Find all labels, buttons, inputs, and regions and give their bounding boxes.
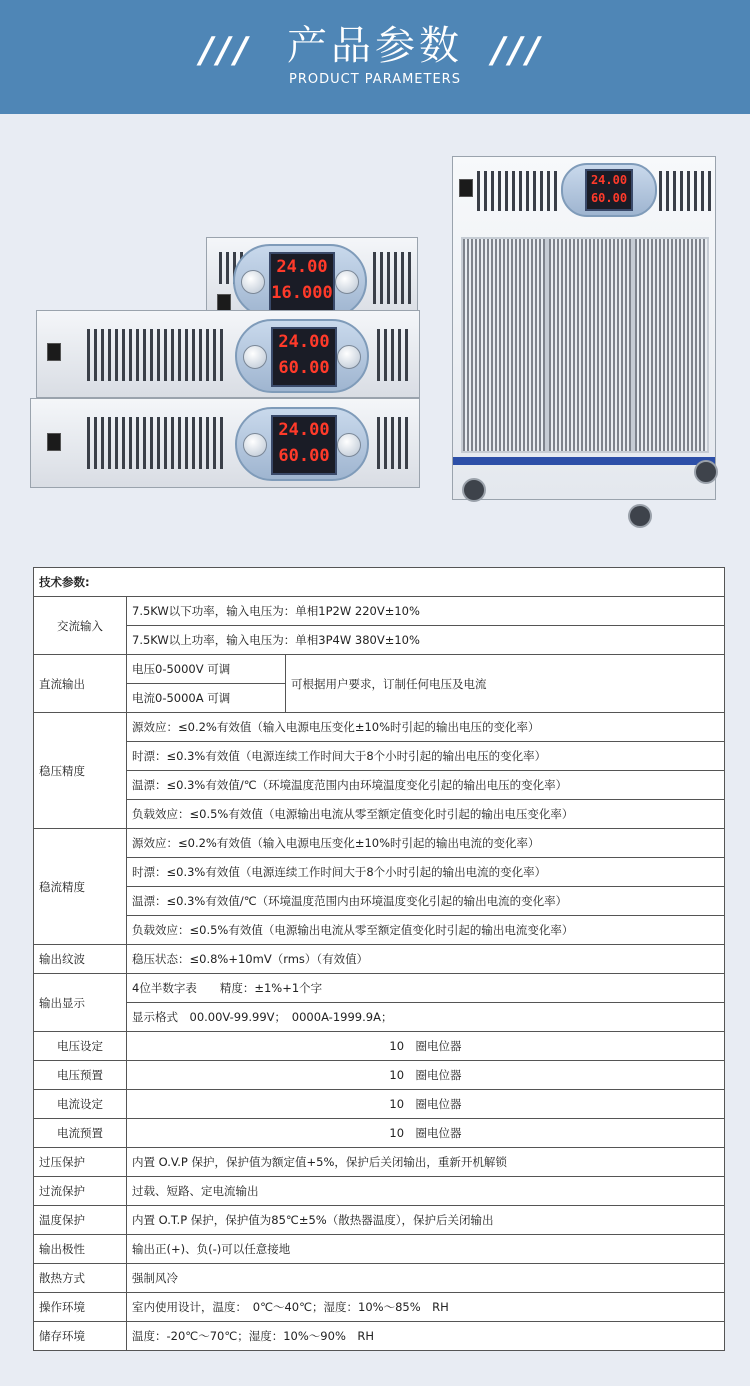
display-voltage: 24.00 — [590, 173, 628, 187]
row-value: 负载效应：≤0.5%有效值（电源输出电流从零至额定值变化时引起的输出电流变化率） — [127, 916, 725, 945]
row-value: 时漂：≤0.3%有效值（电源连续工作时间大于8个小时引起的输出电压的变化率） — [127, 742, 725, 771]
row-value: 稳压状态：≤0.8%+10mV（rms）（有效值） — [127, 945, 725, 974]
knob — [243, 345, 267, 369]
digital-display — [269, 252, 335, 312]
row-value: 10 圈电位器 — [127, 1119, 725, 1148]
row-value: 输出正(+)、负(-)可以任意接地 — [127, 1235, 725, 1264]
power-switch — [47, 343, 61, 361]
row-value: 温漂：≤0.3%有效值/℃（环境温度范围内由环境温度变化引起的输出电压的变化率） — [127, 771, 725, 800]
row-value: 温漂：≤0.3%有效值/℃（环境温度范围内由环境温度变化引起的输出电流的变化率） — [127, 887, 725, 916]
row-value: 温度：-20℃～70℃；湿度：10%～90% RH — [127, 1322, 725, 1351]
row-label: 操作环境 — [34, 1293, 127, 1322]
vent-slots — [373, 252, 411, 304]
page-subtitle: PRODUCT PARAMETERS — [289, 72, 461, 87]
row-value: 源效应：≤0.2%有效值（输入电源电压变化±10%时引起的输出电流的变化率） — [127, 829, 725, 858]
row-label: 温度保护 — [34, 1206, 127, 1235]
row-note: 可根据用户要求，订制任何电压及电流 — [286, 655, 725, 713]
parameters-table — [33, 567, 725, 1351]
display-voltage: 24.00 — [278, 420, 330, 440]
row-value: 10 圈电位器 — [127, 1032, 725, 1061]
row-value: 负载效应：≤0.5%有效值（电源输出电流从零至额定值变化时引起的输出电压变化率） — [127, 800, 725, 829]
knob — [243, 433, 267, 457]
vent-slots — [659, 171, 711, 211]
row-value: 显示格式 00.00V-99.99V； 0000A-1999.9A； — [127, 1003, 725, 1032]
row-label: 交流输入 — [34, 597, 127, 655]
page-title: 产品参数 — [287, 23, 463, 69]
display-current: 16.000 — [271, 283, 333, 303]
row-value: 强制风冷 — [127, 1264, 725, 1293]
row-value: 内置 O.V.P 保护，保护值为额定值+5%，保护后关闭输出，重新开机解锁 — [127, 1148, 725, 1177]
row-label: 散热方式 — [34, 1264, 127, 1293]
control-panel — [233, 244, 367, 318]
knob — [337, 433, 361, 457]
cabinet-wheel — [628, 504, 652, 528]
digital-display — [271, 415, 337, 475]
cabinet-door-left — [461, 237, 547, 453]
row-value: 内置 O.T.P 保护，保护值为85℃±5%（散热器温度），保护后关闭输出 — [127, 1206, 725, 1235]
decorative-slashes-right: /// — [492, 30, 544, 71]
row-value: 4位半数字表 精度：±1%+1个字 — [127, 974, 725, 1003]
cabinet-door-center — [547, 237, 633, 453]
row-value: 10 圈电位器 — [127, 1061, 725, 1090]
row-label: 过压保护 — [34, 1148, 127, 1177]
vent-slots — [87, 417, 223, 469]
knob — [241, 270, 265, 294]
decorative-slashes-left: /// — [200, 30, 252, 71]
power-switch — [47, 433, 61, 451]
power-supply-rack — [30, 398, 420, 488]
vent-slots — [377, 417, 408, 469]
cabinet-wheel — [462, 478, 486, 502]
row-value: 7.5KW以下功率，输入电压为：单相1P2W 220V±10% — [127, 597, 725, 626]
cabinet-wheel — [694, 460, 718, 484]
display-current: 60.00 — [278, 358, 330, 378]
row-label: 直流输出 — [34, 655, 127, 713]
row-label: 过流保护 — [34, 1177, 127, 1206]
row-label: 储存环境 — [34, 1322, 127, 1351]
control-panel — [235, 407, 369, 481]
row-value: 室内使用设计，温度： 0℃～40℃；湿度：10%～85% RH — [127, 1293, 725, 1322]
row-label: 电流设定 — [34, 1090, 127, 1119]
row-value: 电流0-5000A 可调 — [127, 684, 286, 713]
vent-slots — [377, 329, 408, 381]
control-panel — [235, 319, 369, 393]
row-value: 电压0-5000V 可调 — [127, 655, 286, 684]
row-label: 输出纹波 — [34, 945, 127, 974]
display-voltage: 24.00 — [276, 257, 328, 277]
display-voltage: 24.00 — [278, 332, 330, 352]
page-header — [0, 0, 750, 114]
table-heading: 技术参数: — [34, 568, 725, 597]
knob — [337, 345, 361, 369]
row-label: 输出极性 — [34, 1235, 127, 1264]
row-label: 输出显示 — [34, 974, 127, 1032]
row-value: 源效应：≤0.2%有效值（输入电源电压变化±10%时引起的输出电压的变化率） — [127, 713, 725, 742]
power-switch — [459, 179, 473, 197]
row-value: 过载、短路、定电流输出 — [127, 1177, 725, 1206]
row-label: 电压设定 — [34, 1032, 127, 1061]
row-label: 电压预置 — [34, 1061, 127, 1090]
row-value: 10 圈电位器 — [127, 1090, 725, 1119]
row-value: 7.5KW以上功率，输入电压为：单相3P4W 380V±10% — [127, 626, 725, 655]
display-current: 60.00 — [278, 446, 330, 466]
row-label: 稳流精度 — [34, 829, 127, 945]
display-current: 60.00 — [590, 191, 628, 205]
row-label: 电流预置 — [34, 1119, 127, 1148]
cabinet-door-right — [633, 237, 709, 453]
vent-slots — [87, 329, 223, 381]
power-supply-small — [206, 237, 418, 321]
vent-slots — [477, 171, 557, 211]
knob — [335, 270, 359, 294]
cabinet-stripe — [453, 457, 715, 465]
product-image — [0, 114, 750, 566]
control-panel — [561, 163, 657, 217]
row-value: 时漂：≤0.3%有效值（电源连续工作时间大于8个小时引起的输出电流的变化率） — [127, 858, 725, 887]
digital-display — [585, 169, 633, 211]
power-cabinet — [452, 156, 716, 500]
digital-display — [271, 327, 337, 387]
power-supply-medium — [36, 310, 420, 398]
row-label: 稳压精度 — [34, 713, 127, 829]
